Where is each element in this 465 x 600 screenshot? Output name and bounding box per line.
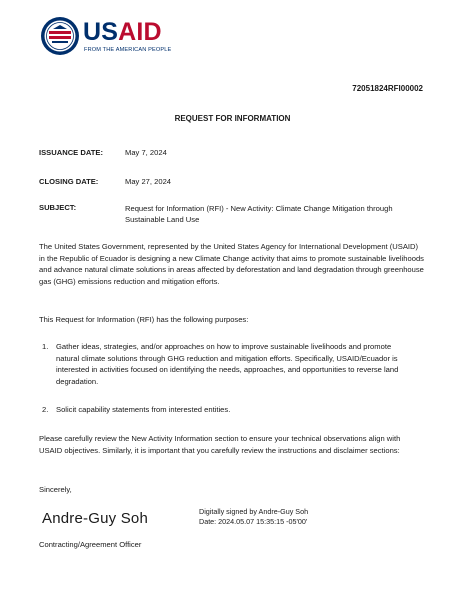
subject-label: SUBJECT: xyxy=(39,203,77,212)
list-number: 2. xyxy=(42,405,49,414)
review-paragraph: Please carefully review the New Activity Information section to ensure your technical observations align with USAID objectives. Similarly, it is important that you carefully review the instructions and disclaimer sections: xyxy=(39,434,401,455)
usaid-logo xyxy=(40,16,180,60)
document-title: REQUEST FOR INFORMATION xyxy=(174,114,291,123)
closing-date-label: CLOSING DATE: xyxy=(39,177,99,186)
signature-name: Andre-Guy Soh xyxy=(42,510,148,527)
list-text: Gather ideas, strategies, and/or approaches on how to improve sustainable livelihoods and promote natural climate solutions through GHG reduction and mitigation efforts. Specifically, USAID/Ecuador is interested in activities focused on identifying the needs, approaches, and opportunities to reverse land degradation. xyxy=(56,342,399,386)
issuance-date-value: May 7, 2024 xyxy=(125,148,167,157)
closing-date-value: May 27, 2024 xyxy=(125,177,172,186)
intro-paragraph: The United States Government, represented by the United States Agency for International Development (USAID) in the Republic of Ecuador is designing a new Climate Change activity that aims to promote sustainable livelihoods and advance natural climate solutions in areas affected by deforestation and land degradation through greenhouse gas (GHG) emissions reduction and mitigation efforts. xyxy=(39,242,424,286)
purposes-intro: This Request for Information (RFI) has the following purposes: xyxy=(39,315,249,324)
issuance-date-label: ISSUANCE DATE: xyxy=(39,148,103,157)
digital-signature-block xyxy=(199,507,308,527)
subject-value: Request for Information (RFI) - New Activity: Climate Change Mitigation through Sustainable Land Use xyxy=(125,204,393,224)
digital-signature-line: Digitally signed by Andre-Guy Soh xyxy=(199,507,309,516)
closing-salutation: Sincerely, xyxy=(39,485,72,494)
usaid-wordmark: USAID xyxy=(83,18,162,46)
reference-number: 72051824RFI00002 xyxy=(352,84,423,93)
list-item xyxy=(42,404,416,416)
usaid-seal-icon xyxy=(40,16,80,56)
logo-tagline: FROM THE AMERICAN PEOPLE xyxy=(84,47,172,53)
signatory-title: Contracting/Agreement Officer xyxy=(39,540,142,549)
digital-signature-date: Date: 2024.05.07 15:35:15 -05'00' xyxy=(199,517,308,526)
list-text: Solicit capability statements from interested entities. xyxy=(56,405,231,414)
list-number: 1. xyxy=(42,342,49,351)
list-item xyxy=(42,341,416,387)
